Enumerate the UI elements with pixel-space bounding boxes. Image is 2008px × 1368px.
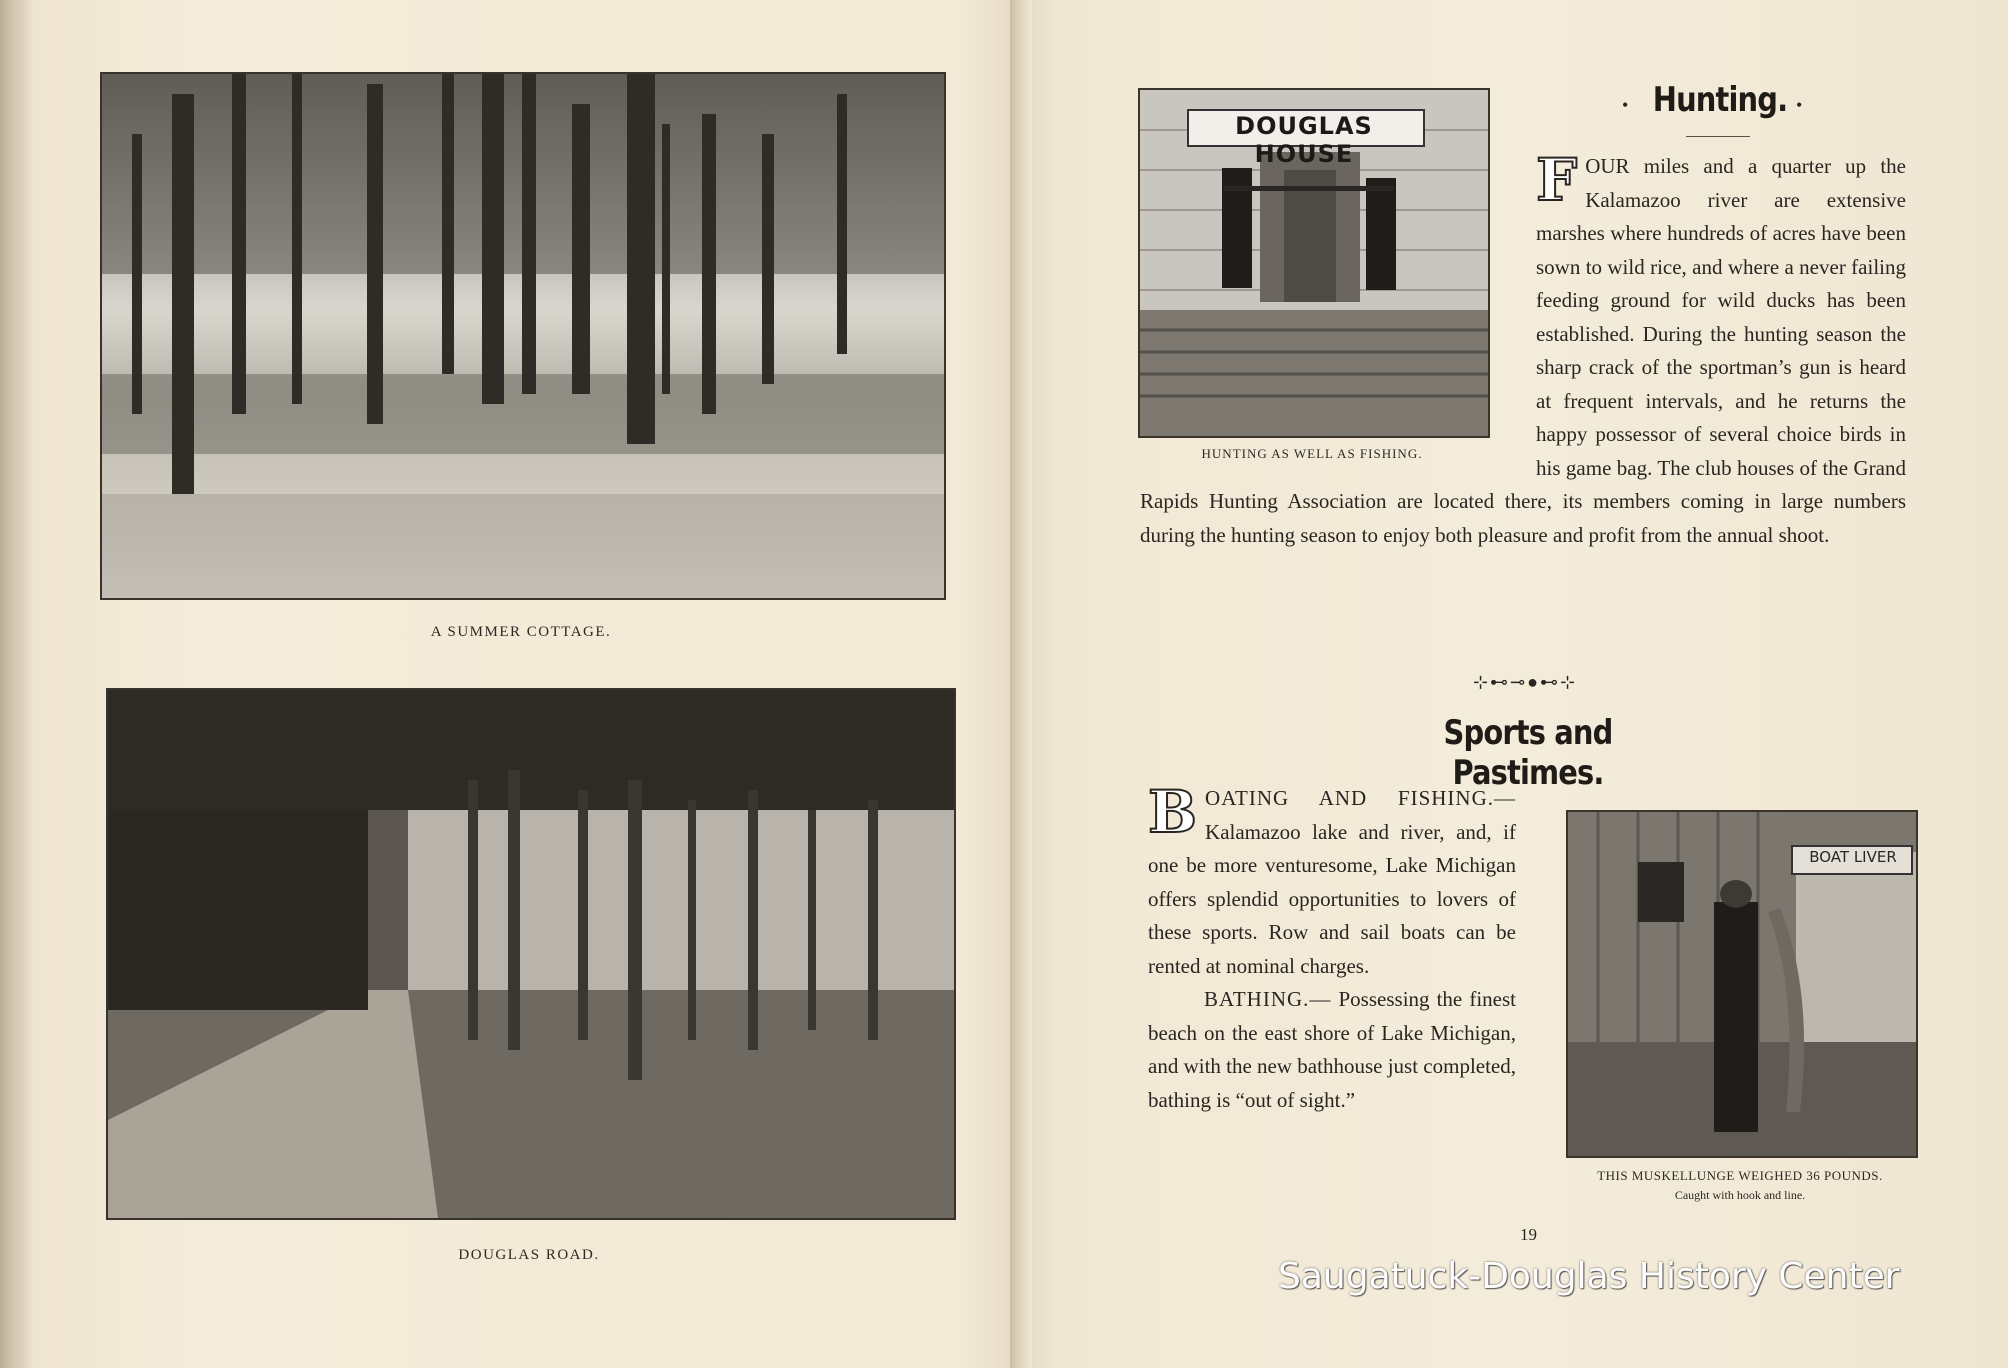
section-divider-ornament: ⊹⊷⊸●⊷⊹ [1472, 672, 1578, 692]
hunting-ornament-left: • [1622, 95, 1631, 115]
bathing-label: BATHING.— [1204, 987, 1332, 1011]
watermark: Saugatuck-Douglas History Center [1278, 1256, 1900, 1297]
boating-paragraph [1148, 778, 1516, 983]
hunting-paragraph [1140, 146, 1906, 552]
hunting-ornament-right: • [1796, 95, 1805, 115]
hunting-heading: Hunting. [1652, 80, 1788, 120]
hunting-rule [1686, 136, 1750, 137]
photo-douglas-road [106, 688, 956, 1220]
photo-douglas-road-caption: DOUGLAS ROAD. [458, 1247, 600, 1263]
sports-paragraph [1148, 778, 1517, 1117]
hunting-dropcap: F [1536, 146, 1578, 214]
sports-dropcap: B [1148, 778, 1198, 846]
photo-summer-cottage-caption: A SUMMER COTTAGE. [430, 624, 612, 640]
book-edge [0, 0, 34, 1368]
bathing-text: Possessing the finest beach on the east shore of Lake Michigan, and with the new bathhouse just completed, bathing is “out of sight.” [1148, 987, 1517, 1112]
bathing-paragraph [1148, 983, 1516, 1117]
page-number: 19 [1520, 1225, 1537, 1244]
hunting-text: OUR miles and a quarter up the Kalamazoo river are extensive marshes where hundreds of acres have been sown to wild rice, and where a never failing feeding ground for wild ducks has been established. During the hunting season the sharp crack of the sportman’s gun is heard at frequent intervals, and he returns the happy possessor of several choice birds in his game bag. The club houses of the Grand Rapids Hunting Association are located there, its members coming in large numbers during the hunting season to enjoy both pleasure and profit from the annual shoot. [1140, 154, 1906, 547]
douglas-house-sign: DOUGLAS HOUSE [1235, 112, 1373, 168]
photo-douglas-house-caption: HUNTING AS WELL AS FISHING. [1201, 446, 1423, 461]
photo-muskellunge-subcaption: Caught with hook and line. [1674, 1188, 1806, 1202]
boating-text: Kalamazoo lake and river, and, if one be more venturesome, Lake Michigan offers splendid opportunities to lovers of these sports. Row and sail boats can be rented at nominal charges. [1148, 819, 1516, 978]
photo-summer-cottage [100, 72, 946, 600]
photo-muskellunge-caption: THIS MUSKELLUNGE WEIGHED 36 POUNDS. [1597, 1168, 1883, 1183]
boating-label: OATING AND FISHING.— [1205, 786, 1516, 810]
boat-livery-sign: BOAT LIVER [1809, 848, 1897, 866]
book-gutter [1010, 0, 1032, 1368]
sports-heading: Sports and Pastimes. [1443, 713, 1613, 793]
